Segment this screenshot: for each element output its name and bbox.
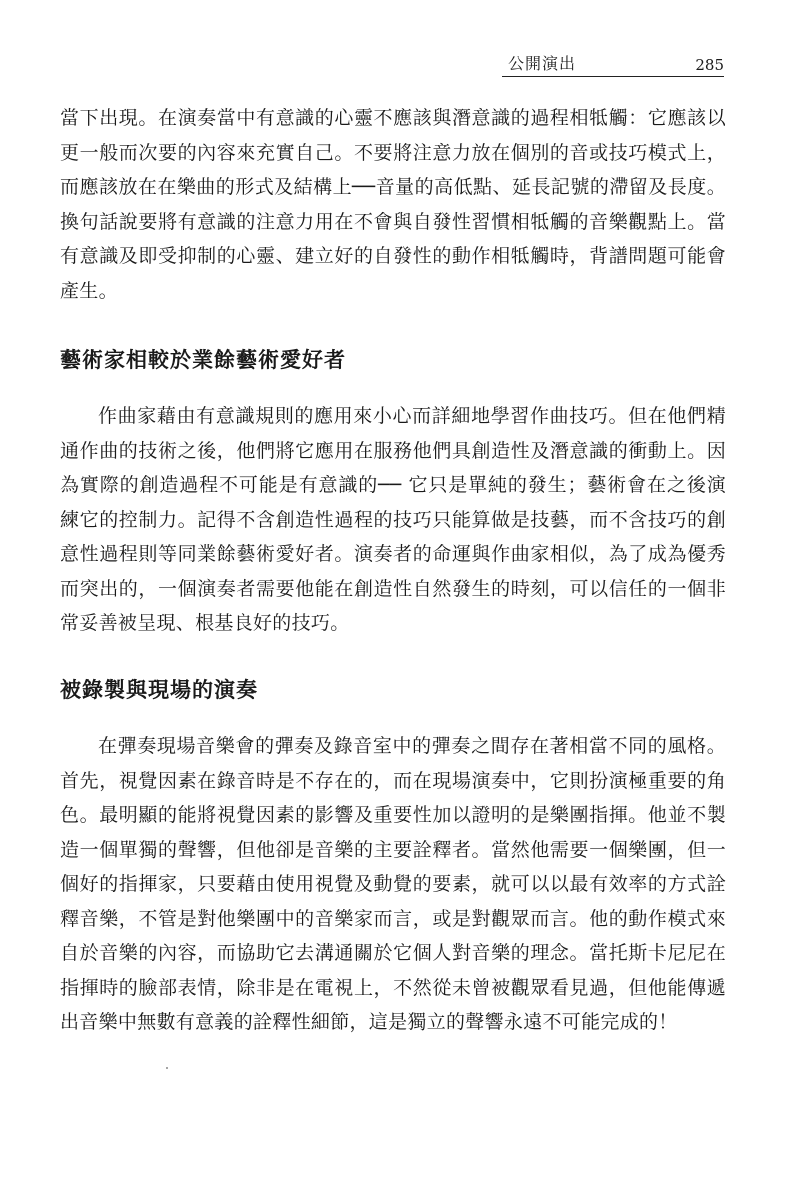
running-header (502, 54, 724, 77)
section-body-recorded-vs-live: 在彈奏現場音樂會的彈奏及錄音室中的彈奏之間存在著相當不同的風格。首先，視覺因素在錄音時是不存在的，而在現場演奏中，它則扮演極重要的角色。最明顯的能將視覺因素的影響及重要性加以證明的是樂團指揮。他並不製造一個單獨的聲響，但他卻是音樂的主要詮釋者。當然他需要一個樂團，但一個好的指揮家，只要藉由使用視覺及動覺的要素，就可以以最有效率的方式詮釋音樂，不管是對他樂團中的音樂家而言，或是對觀眾而言。他的動作模式來自於音樂的內容，而協助它去溝通關於它個人對音樂的理念。當托斯卡尼尼在指揮時的臉部表情，除非是在電視上，不然從未曾被觀眾看見過，但他能傳遞出音樂中無數有意義的詮釋性細節，這是獨立的聲響永遠不可能完成的！ (60, 735, 726, 1033)
section-heading-artist-vs-amateur: 藝術家相較於業餘藝術愛好者 (60, 347, 346, 372)
page-number: 285 (695, 56, 724, 74)
section-body-artist-vs-amateur: 作曲家藉由有意識規則的應用來小心而詳細地學習作曲技巧。但在他們精通作曲的技術之後，他們將它應用在服務他們具創造性及潛意識的衝動上。因為實際的創造過程不可能是有意識的── 它只是單純的發生；藝術會在之後演練它的控制力。記得不含創造性過程的技巧只能算做是技藝，而不含技巧的創意性過程則等同業餘藝術愛好者。演奏者的命運與作曲家相似，為了成為優秀而突出的，一個演奏者需要他能在創造性自然發生的時刻，可以信任的一個非常妥善被呈現、根基良好的技巧。 (60, 405, 726, 634)
running-title: 公開演出 (508, 54, 577, 73)
section-heading-recorded-vs-live: 被錄製與現場的演奏 (60, 677, 258, 702)
scan-speck (166, 1067, 168, 1069)
continuation-paragraph: 當下出現。在演奏當中有意識的心靈不應該與潛意識的過程相牴觸：它應該以更一般而次要的內容來充實自己。不要將注意力放在個別的音或技巧模式上，而應該放在在樂曲的形式及結構上──音量的高低點、延長記號的滯留及長度。換句話說要將有意識的注意力用在不會與自發性習慣相牴觸的音樂觀點上。當有意識及即受抑制的心靈、建立好的自發性的動作相牴觸時，背譜問題可能會產生。 (60, 107, 726, 302)
